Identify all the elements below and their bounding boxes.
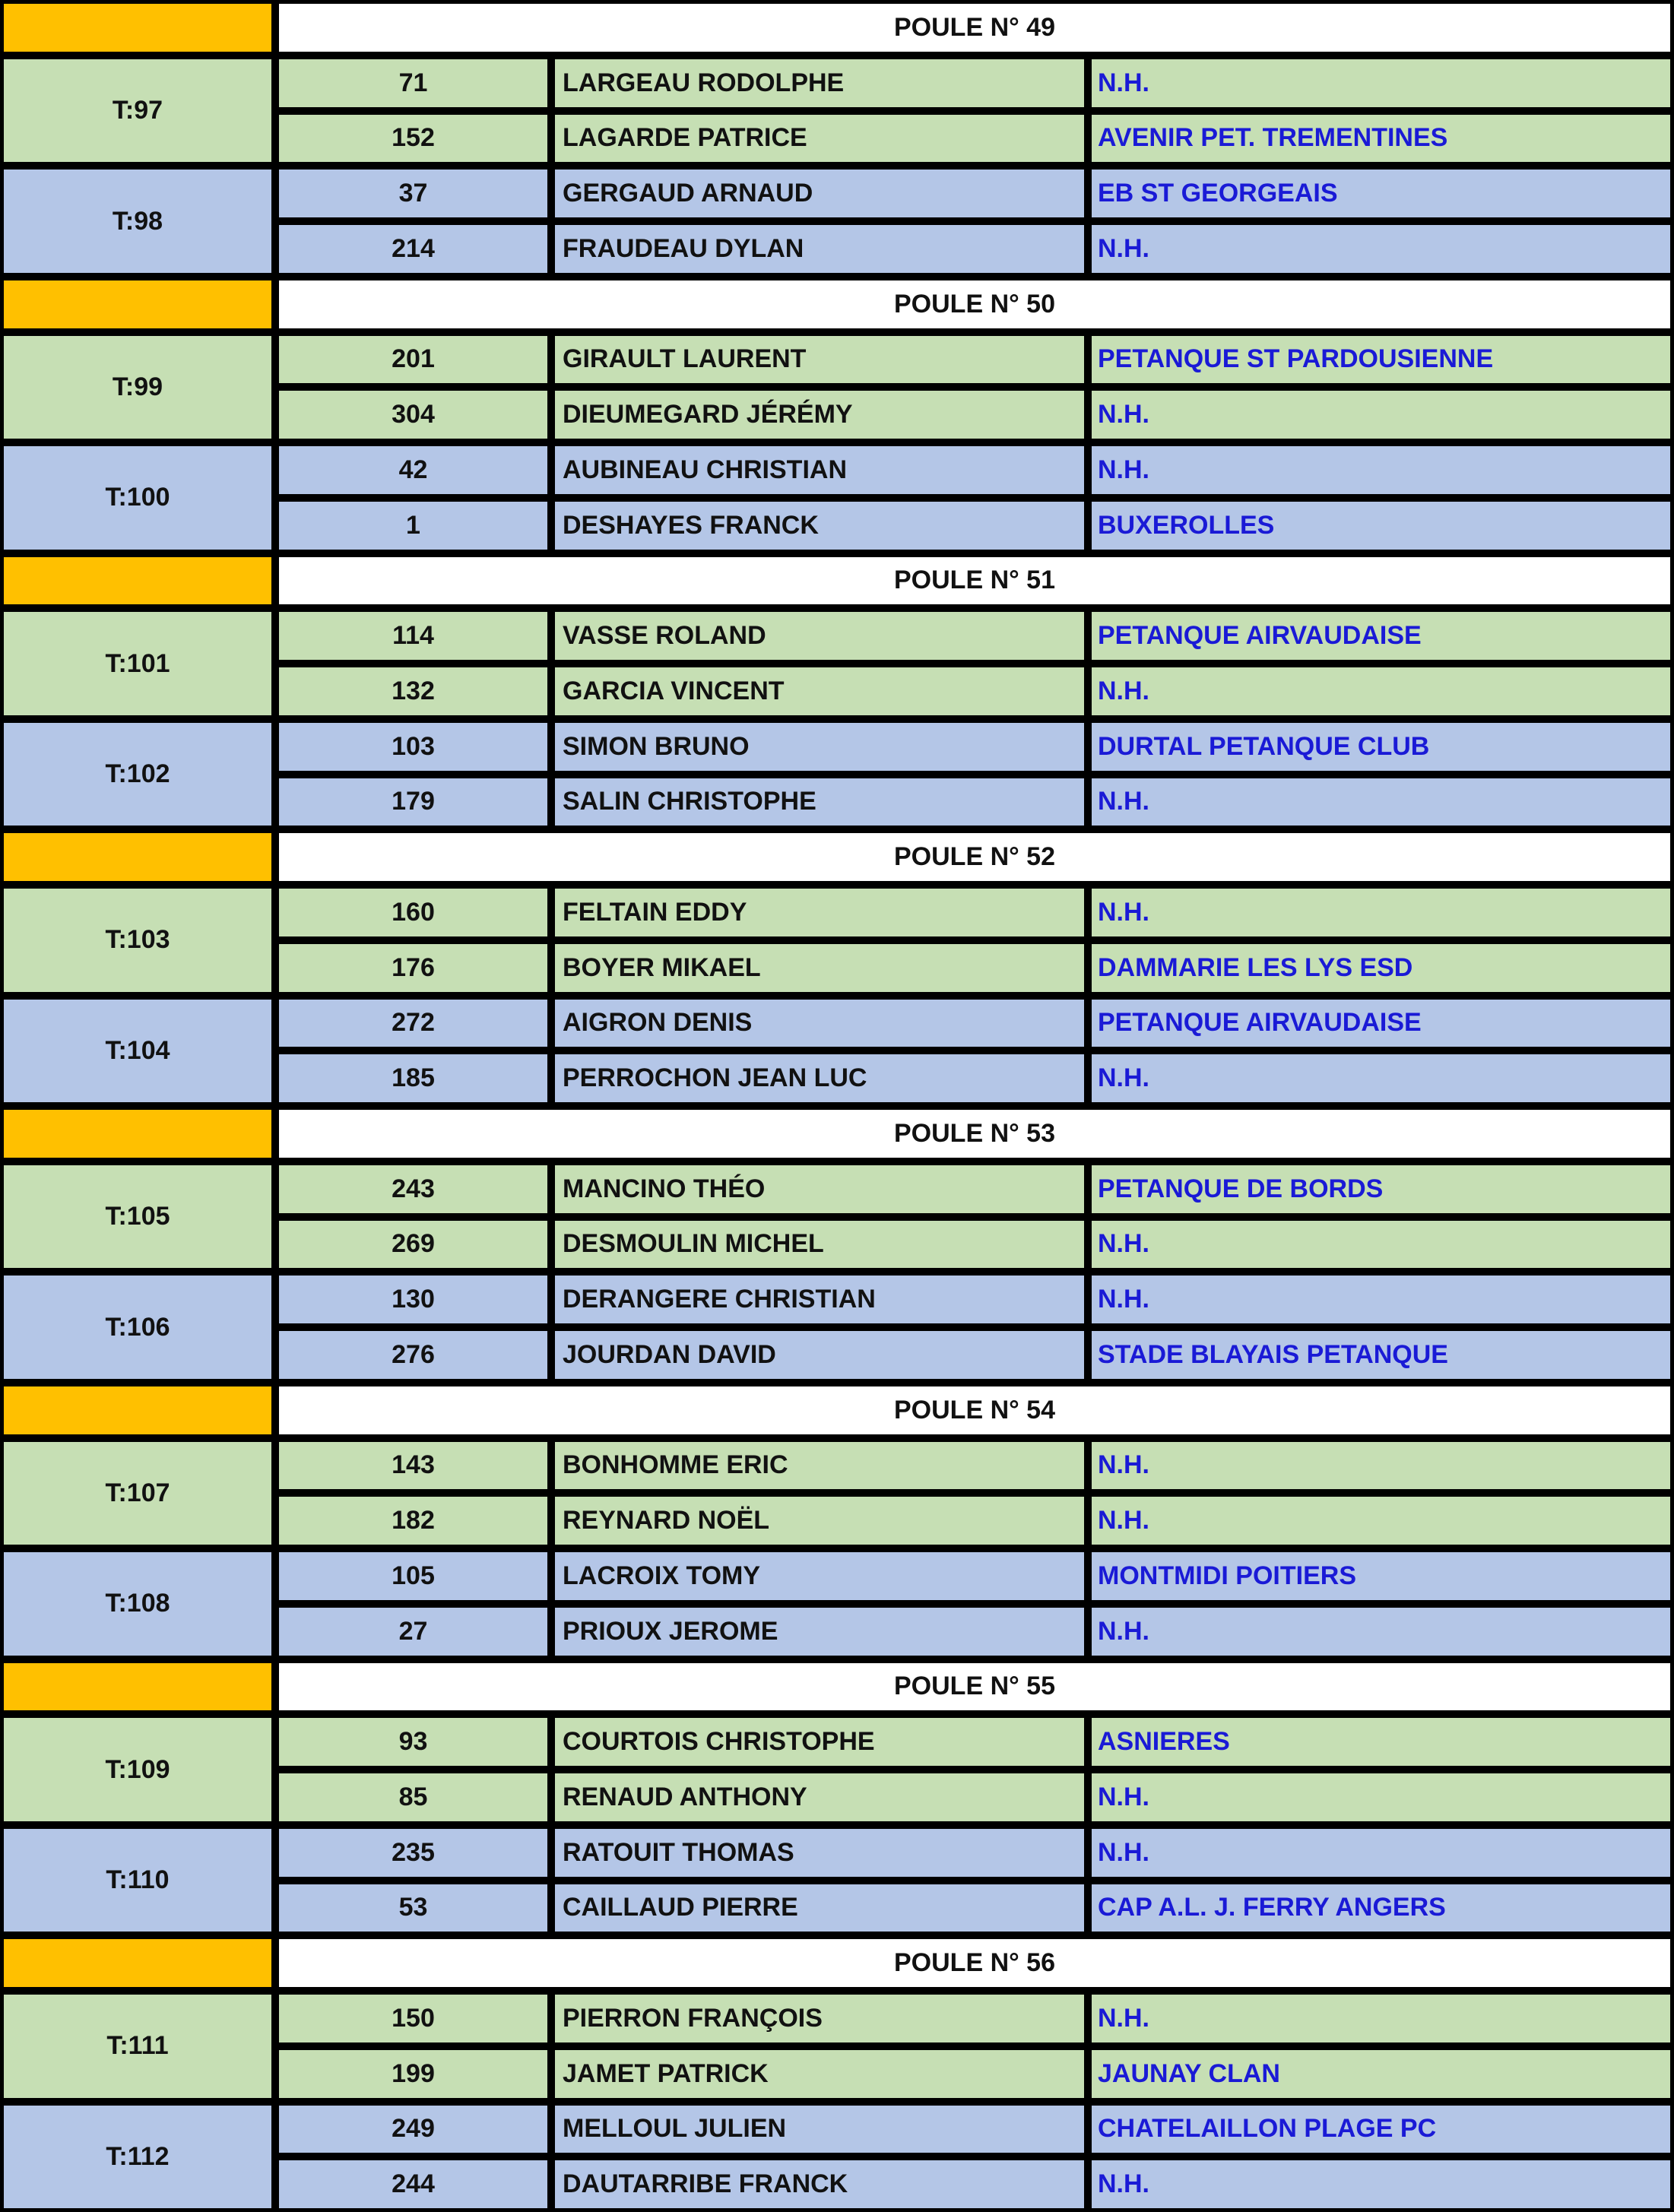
player-name: AUBINEAU CHRISTIAN bbox=[551, 442, 1088, 498]
player-name: GIRAULT LAURENT bbox=[551, 332, 1088, 388]
player-name: REYNARD NOËL bbox=[551, 1493, 1088, 1548]
player-club: CAP A.L. J. FERRY ANGERS bbox=[1088, 1881, 1674, 1936]
player-number: 37 bbox=[275, 166, 551, 221]
player-number: 53 bbox=[275, 1881, 551, 1936]
poule-marker bbox=[0, 277, 275, 332]
player-name: AIGRON DENIS bbox=[551, 996, 1088, 1051]
player-number: 304 bbox=[275, 387, 551, 442]
player-club: EB ST GEORGEAIS bbox=[1088, 166, 1674, 221]
player-name: BONHOMME ERIC bbox=[551, 1438, 1088, 1494]
player-number: 143 bbox=[275, 1438, 551, 1494]
player-club: N.H. bbox=[1088, 1217, 1674, 1272]
poule-title: POULE N° 56 bbox=[275, 1935, 1674, 1991]
player-name: MELLOUL JULIEN bbox=[551, 2102, 1088, 2157]
player-name: DERANGERE CHRISTIAN bbox=[551, 1272, 1088, 1327]
player-club: N.H. bbox=[1088, 1272, 1674, 1327]
player-name: BOYER MIKAEL bbox=[551, 940, 1088, 996]
player-name: PRIOUX JEROME bbox=[551, 1604, 1088, 1659]
player-name: CAILLAUD PIERRE bbox=[551, 1881, 1088, 1936]
table-label: T:101 bbox=[0, 608, 275, 719]
poule-title: POULE N° 50 bbox=[275, 277, 1674, 332]
table-label: T:112 bbox=[0, 2102, 275, 2212]
player-number: 182 bbox=[275, 1493, 551, 1548]
player-club: N.H. bbox=[1088, 387, 1674, 442]
player-club: JAUNAY CLAN bbox=[1088, 2046, 1674, 2102]
player-number: 160 bbox=[275, 885, 551, 940]
player-number: 201 bbox=[275, 332, 551, 388]
poule-title: POULE N° 49 bbox=[275, 0, 1674, 55]
table-label: T:98 bbox=[0, 166, 275, 277]
player-name: PIERRON FRANÇOIS bbox=[551, 1991, 1088, 2046]
player-number: 130 bbox=[275, 1272, 551, 1327]
player-club: CHATELAILLON PLAGE PC bbox=[1088, 2102, 1674, 2157]
player-number: 269 bbox=[275, 1217, 551, 1272]
player-number: 214 bbox=[275, 221, 551, 277]
player-number: 243 bbox=[275, 1161, 551, 1217]
player-club: ASNIERES bbox=[1088, 1714, 1674, 1770]
player-name: GARCIA VINCENT bbox=[551, 664, 1088, 719]
player-number: 199 bbox=[275, 2046, 551, 2102]
poule-marker bbox=[0, 1935, 275, 1991]
table-label: T:97 bbox=[0, 55, 275, 166]
player-number: 276 bbox=[275, 1327, 551, 1383]
player-name: JAMET PATRICK bbox=[551, 2046, 1088, 2102]
player-club: N.H. bbox=[1088, 1604, 1674, 1659]
player-number: 244 bbox=[275, 2157, 551, 2212]
poule-title: POULE N° 51 bbox=[275, 553, 1674, 609]
player-club: DURTAL PETANQUE CLUB bbox=[1088, 719, 1674, 775]
player-number: 179 bbox=[275, 775, 551, 830]
player-number: 235 bbox=[275, 1825, 551, 1881]
player-number: 249 bbox=[275, 2102, 551, 2157]
table-label: T:107 bbox=[0, 1438, 275, 1549]
table-label: T:106 bbox=[0, 1272, 275, 1383]
player-club: N.H. bbox=[1088, 1770, 1674, 1825]
player-club: N.H. bbox=[1088, 221, 1674, 277]
player-number: 103 bbox=[275, 719, 551, 775]
player-number: 71 bbox=[275, 55, 551, 111]
table-label: T:103 bbox=[0, 885, 275, 996]
player-name: LARGEAU RODOLPHE bbox=[551, 55, 1088, 111]
player-name: RENAUD ANTHONY bbox=[551, 1770, 1088, 1825]
player-name: VASSE ROLAND bbox=[551, 608, 1088, 664]
player-name: PERROCHON JEAN LUC bbox=[551, 1051, 1088, 1106]
poule-marker bbox=[0, 829, 275, 885]
player-name: FRAUDEAU DYLAN bbox=[551, 221, 1088, 277]
player-club: DAMMARIE LES LYS ESD bbox=[1088, 940, 1674, 996]
player-name: SIMON BRUNO bbox=[551, 719, 1088, 775]
player-number: 132 bbox=[275, 664, 551, 719]
player-number: 93 bbox=[275, 1714, 551, 1770]
player-number: 272 bbox=[275, 996, 551, 1051]
player-club: AVENIR PET. TREMENTINES bbox=[1088, 111, 1674, 166]
player-number: 114 bbox=[275, 608, 551, 664]
table-label: T:99 bbox=[0, 332, 275, 443]
table-label: T:105 bbox=[0, 1161, 275, 1272]
player-number: 85 bbox=[275, 1770, 551, 1825]
poule-title: POULE N° 55 bbox=[275, 1659, 1674, 1715]
player-number: 1 bbox=[275, 498, 551, 553]
player-club: PETANQUE DE BORDS bbox=[1088, 1161, 1674, 1217]
player-club: BUXEROLLES bbox=[1088, 498, 1674, 553]
player-name: JOURDAN DAVID bbox=[551, 1327, 1088, 1383]
player-name: DIEUMEGARD JÉRÉMY bbox=[551, 387, 1088, 442]
player-number: 105 bbox=[275, 1548, 551, 1604]
player-club: PETANQUE ST PARDOUSIENNE bbox=[1088, 332, 1674, 388]
player-name: LAGARDE PATRICE bbox=[551, 111, 1088, 166]
poule-marker bbox=[0, 1106, 275, 1161]
player-name: MANCINO THÉO bbox=[551, 1161, 1088, 1217]
player-number: 152 bbox=[275, 111, 551, 166]
player-club: PETANQUE AIRVAUDAISE bbox=[1088, 996, 1674, 1051]
player-number: 42 bbox=[275, 442, 551, 498]
player-club: N.H. bbox=[1088, 775, 1674, 830]
player-club: N.H. bbox=[1088, 2157, 1674, 2212]
player-name: RATOUIT THOMAS bbox=[551, 1825, 1088, 1881]
player-name: GERGAUD ARNAUD bbox=[551, 166, 1088, 221]
table-label: T:104 bbox=[0, 996, 275, 1107]
player-club: N.H. bbox=[1088, 1493, 1674, 1548]
table-label: T:110 bbox=[0, 1825, 275, 1936]
player-name: DESHAYES FRANCK bbox=[551, 498, 1088, 553]
player-club: N.H. bbox=[1088, 55, 1674, 111]
table-label: T:109 bbox=[0, 1714, 275, 1825]
table-label: T:108 bbox=[0, 1548, 275, 1659]
table-label: T:102 bbox=[0, 719, 275, 830]
poule-marker bbox=[0, 553, 275, 609]
player-name: DESMOULIN MICHEL bbox=[551, 1217, 1088, 1272]
poule-title: POULE N° 52 bbox=[275, 829, 1674, 885]
player-number: 150 bbox=[275, 1991, 551, 2046]
player-number: 27 bbox=[275, 1604, 551, 1659]
player-club: MONTMIDI POITIERS bbox=[1088, 1548, 1674, 1604]
player-club: N.H. bbox=[1088, 1051, 1674, 1106]
player-number: 176 bbox=[275, 940, 551, 996]
poule-marker bbox=[0, 1383, 275, 1438]
player-name: SALIN CHRISTOPHE bbox=[551, 775, 1088, 830]
table-label: T:111 bbox=[0, 1991, 275, 2102]
player-club: N.H. bbox=[1088, 1991, 1674, 2046]
player-club: N.H. bbox=[1088, 1825, 1674, 1881]
poule-title: POULE N° 54 bbox=[275, 1383, 1674, 1438]
player-club: N.H. bbox=[1088, 885, 1674, 940]
player-number: 185 bbox=[275, 1051, 551, 1106]
player-club: N.H. bbox=[1088, 1438, 1674, 1494]
player-club: STADE BLAYAIS PETANQUE bbox=[1088, 1327, 1674, 1383]
player-name: DAUTARRIBE FRANCK bbox=[551, 2157, 1088, 2212]
poule-marker bbox=[0, 0, 275, 55]
player-name: FELTAIN EDDY bbox=[551, 885, 1088, 940]
poule-title: POULE N° 53 bbox=[275, 1106, 1674, 1161]
table-label: T:100 bbox=[0, 442, 275, 553]
player-name: COURTOIS CHRISTOPHE bbox=[551, 1714, 1088, 1770]
player-club: PETANQUE AIRVAUDAISE bbox=[1088, 608, 1674, 664]
player-name: LACROIX TOMY bbox=[551, 1548, 1088, 1604]
player-club: N.H. bbox=[1088, 664, 1674, 719]
poule-marker bbox=[0, 1659, 275, 1715]
player-club: N.H. bbox=[1088, 442, 1674, 498]
